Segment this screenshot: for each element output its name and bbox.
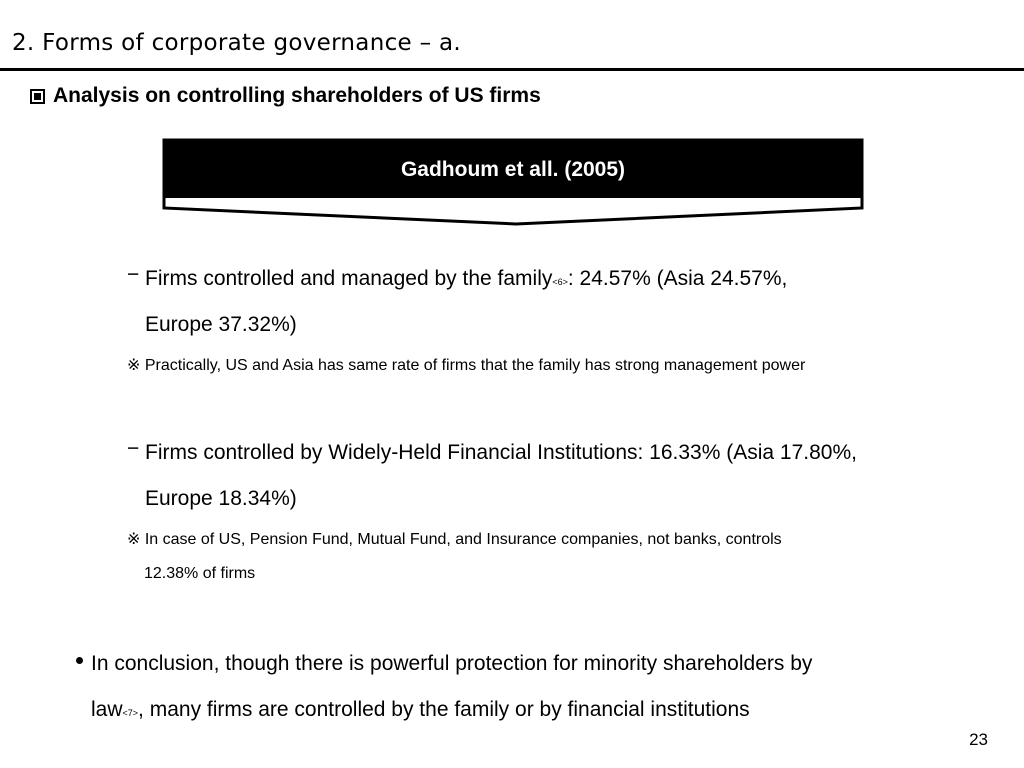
item-1-text: Firms controlled and managed by the family [145,267,553,290]
item-2-note-line-2: 12.38% of firms [144,565,256,582]
section-heading [30,84,541,108]
bullet-icon [76,657,83,664]
item-1-line-2: Europe 37.32%) [145,313,297,336]
item-2-line-2: Europe 18.34%) [145,487,297,510]
item-1-value: : 24.57% (Asia 24.57%, [567,267,788,290]
conclusion-text-end: , many firms are controlled by the family or by financial institutions [138,698,750,721]
filled-square-icon [30,89,45,104]
item-2-note-text: In case of US, Pension Fund, Mutual Fund, and Insurance companies, not banks, controls [144,531,782,548]
note-mark-icon: ※ [127,357,141,374]
conclusion-line-1: In conclusion, though there is powerful protection for minority shareholders by [91,652,813,675]
item-2-note [127,529,782,549]
conclusion-reference: <7> [122,708,139,718]
slide-title: 2. Forms of corporate governance – a. [12,30,461,56]
item-1-note-text: Practically, US and Asia has same rate of firms that the family has strong management power [144,357,806,374]
item-1-reference: <6> [552,277,568,287]
conclusion-line-2 [91,698,750,722]
title-divider [0,68,1024,71]
item-1-line-1 [145,267,787,291]
item-2-line-1: Firms controlled by Widely-Held Financial Institutions: 16.33% (Asia 17.80%, [145,441,857,464]
section-heading-text: Analysis on controlling shareholders of US firms [53,84,541,107]
item-1-dash: − [127,263,140,286]
item-1-note [127,355,805,375]
note-mark-icon: ※ [127,531,141,548]
banner-label: Gadhoum et all. (2005) [400,158,626,181]
item-2-dash: − [127,437,140,460]
source-banner [160,138,868,230]
page-number: 23 [969,730,988,749]
conclusion-text: law [91,698,123,721]
